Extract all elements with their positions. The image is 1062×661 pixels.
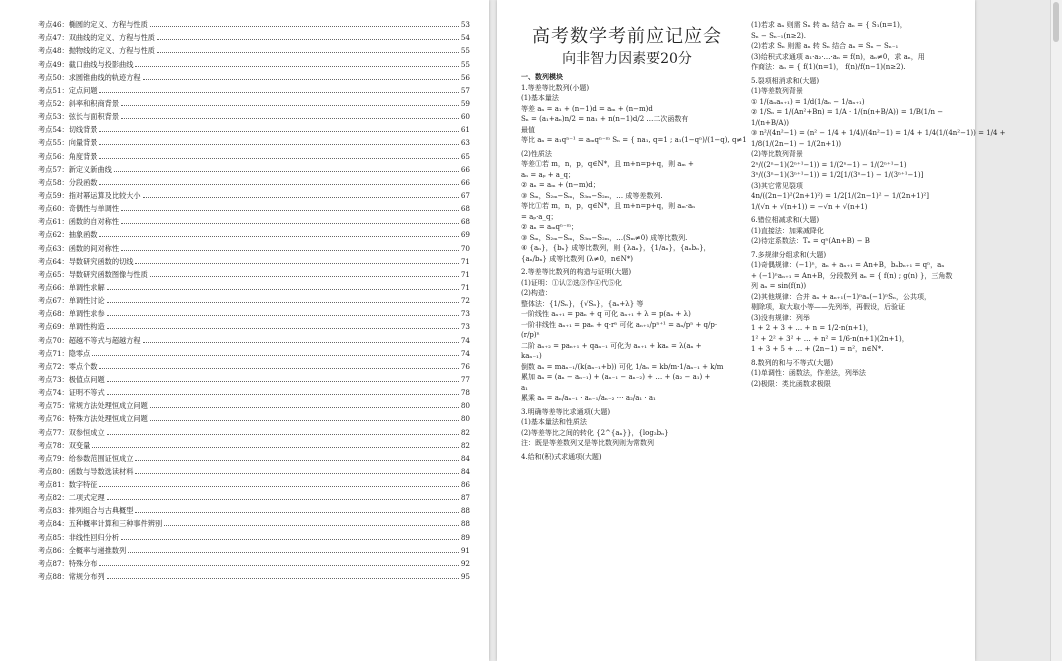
toc-leader-dots: [121, 250, 459, 251]
content-line: 1/(n+B/A)): [751, 118, 789, 127]
content-line: 4n/((2n−1)²(2n+1)²) = 1/2[1/(2n−1)² − 1/(2n+1)²]: [751, 192, 929, 200]
toc-entry-title: 考点64：导数研究函数的切线: [38, 256, 134, 266]
content-line: 3.明确等差等比求通项(大题): [521, 407, 611, 416]
content-line: (1)单调性：函数法，作差法，列举法: [751, 369, 866, 377]
toc-entry-title: 考点59：指对幂运算及比较大小: [38, 190, 141, 200]
toc-entry-title: 考点84：五种概率计算和三种事件辨别: [38, 519, 163, 529]
toc-entry-page-number: 88: [460, 519, 470, 529]
toc-entry[interactable]: [38, 320, 470, 333]
toc-entry-page-number: 56: [460, 72, 470, 82]
section-heading: 一、数列模块: [521, 72, 563, 81]
content-line: (1)等差数列背景: [751, 87, 803, 95]
toc-entry-title: 考点88：常规分布列: [38, 572, 105, 582]
toc-entry-page-number: 76: [460, 361, 470, 371]
toc-leader-dots: [107, 434, 459, 435]
toc-leader-dots: [107, 578, 459, 579]
toc-entry-title: 考点66：单调性求解: [38, 282, 105, 292]
content-line: 1² + 2² + 3² + … + n² = 1/6·n(n+1)(2n+1)，: [751, 334, 909, 343]
content-line: 等差 aₙ = a₁ + (n−1)d = aₘ + (n−m)d: [521, 104, 653, 113]
toc-entry-page-number: 70: [460, 243, 470, 253]
toc-entry[interactable]: [38, 255, 470, 268]
toc-entry-title: 考点68：单调性求参: [38, 309, 105, 319]
toc-entry[interactable]: [38, 281, 470, 294]
toc-entry-page-number: 66: [460, 164, 470, 174]
page-subtitle: 向非智力因素要20分: [562, 51, 692, 67]
toc-entry[interactable]: [38, 504, 470, 517]
content-line: 等比①若 m，n，p，q∈N*，且 m+n=p+q，则 aₘ·aₙ: [521, 202, 696, 210]
toc-entry-page-number: 71: [460, 269, 470, 279]
content-line: ① 1/(aₙaₙ₊₁) = 1/d(1/aₙ − 1/aₙ₊₁): [751, 97, 865, 106]
content-line: ③ Sₘ，S₂ₘ−Sₘ，S₃ₘ−S₂ₘ，…(Sₘ≠0) 成等比数列.: [521, 233, 688, 242]
toc-leader-dots: [121, 210, 459, 211]
toc-entry[interactable]: [38, 360, 470, 373]
content-line: 1.等差等比数列(小题): [521, 83, 590, 92]
toc-leader-dots: [143, 197, 459, 198]
toc-entry-title: 考点67：单调性讨论: [38, 296, 105, 306]
toc-leader-dots: [99, 184, 458, 185]
table-of-contents: [38, 18, 470, 583]
toc-leader-dots: [99, 236, 458, 237]
toc-entry-page-number: 71: [460, 256, 470, 266]
toc-entry-title: 考点69：单调性构造: [38, 322, 105, 332]
content-line: (1)证明：①认②选③作④代⑤化: [521, 278, 622, 287]
page-title: 高考数学考前应记应会: [532, 26, 722, 47]
toc-entry-title: 考点76：特殊方法处理恒成立问题: [38, 414, 148, 424]
content-line: + (−1)ⁿaₙ₊₁ = An+B，分段数列 aₙ = { f(n) ; g(n) }，三角数: [751, 271, 953, 280]
toc-entry[interactable]: [38, 491, 470, 504]
toc-leader-dots: [150, 276, 459, 277]
content-line: ② aₙ = aₘ + (n−m)d；: [521, 181, 600, 189]
toc-leader-dots: [107, 499, 459, 500]
toc-entry[interactable]: [38, 57, 470, 70]
content-line: ② 1/Sₙ = 1/(An²+Bn) = 1/A · 1/(n(n+B/A)) = 1/B(1/n −: [751, 108, 944, 116]
toc-entry[interactable]: [38, 31, 470, 44]
toc-entry-page-number: 82: [460, 427, 470, 437]
toc-entry-page-number: 91: [460, 545, 470, 555]
content-line: ④ {aₙ}，{bₙ} 成等比数列，则 {λaₙ}，{1/aₙ}，{aₙbₙ}，: [521, 244, 711, 252]
toc-entry-title: 考点61：函数的自对称性: [38, 217, 120, 227]
toc-entry[interactable]: [38, 189, 470, 202]
toc-entry[interactable]: [38, 570, 470, 583]
toc-entry-title: 考点85：非线性回归分析: [38, 532, 120, 542]
toc-entry[interactable]: [38, 544, 470, 557]
toc-entry-title: 考点81：数字特征: [38, 480, 98, 490]
toc-leader-dots: [135, 473, 458, 474]
content-line: 2.等差等比数列的构造与证明(大题): [521, 268, 632, 276]
toc-leader-dots: [107, 381, 459, 382]
content-line: (2)构造：: [521, 289, 552, 297]
toc-entry[interactable]: [38, 110, 470, 123]
scrollbar-thumb[interactable]: [1053, 2, 1059, 42]
toc-entry-title: 考点74：证明不等式: [38, 388, 105, 398]
toc-entry-page-number: 65: [460, 151, 470, 161]
toc-entry-title: 考点62：抽象函数: [38, 230, 98, 240]
toc-leader-dots: [121, 118, 459, 119]
content-line: 最值: [521, 125, 535, 134]
toc-leader-dots: [99, 92, 458, 93]
content-line: (2)极限：类比函数求极限: [751, 379, 831, 388]
content-line: 作商法：aₙ = { f(1)(n=1)， f(n)/f(n−1)(n≥2).: [751, 63, 906, 71]
toc-entry-page-number: 59: [460, 98, 470, 108]
toc-entry[interactable]: [38, 294, 470, 307]
toc-entry-page-number: 60: [460, 112, 470, 122]
toc-leader-dots: [157, 39, 459, 40]
toc-entry[interactable]: [38, 18, 470, 31]
toc-entry-title: 考点55：向量背景: [38, 138, 98, 148]
toc-entry-page-number: 71: [460, 282, 470, 292]
toc-entry-page-number: 63: [460, 138, 470, 148]
toc-entry-page-number: 57: [460, 85, 470, 95]
toc-leader-dots: [121, 223, 459, 224]
toc-entry-title: 考点71：隐零点: [38, 348, 91, 358]
toc-entry-page-number: 95: [460, 572, 470, 582]
content-line: 累乘 aₙ = aₙ/aₙ₋₁ · aₙ₋₁/aₙ₋₂ ⋯ a₂/a₁ · a₁: [521, 394, 656, 402]
content-line: (2)等差等比之间的转化 {2^{aₙ}}，{log₂bₙ}: [521, 428, 669, 437]
content-line: ② aₙ = aₘqⁿ⁻ᵐ；: [521, 223, 578, 231]
toc-entry[interactable]: [38, 307, 470, 320]
toc-leader-dots: [135, 66, 458, 67]
vertical-scrollbar[interactable]: [1050, 0, 1062, 661]
toc-entry[interactable]: [38, 71, 470, 84]
toc-leader-dots: [157, 52, 459, 53]
content-line: 二阶 aₙ₊₂ = paₙ₊₁ + qaₙ₋₁ 可化为 aₙ₊₁ + kaₙ = λ(aₙ +: [521, 341, 702, 350]
toc-leader-dots: [150, 420, 459, 421]
content-line: Sₙ = (a₁+aₙ)n/2 = na₁ + n(n−1)d/2 …二次函数有: [521, 115, 689, 123]
toc-entry-title: 考点47：双曲线的定义、方程与性质: [38, 33, 155, 43]
toc-entry-title: 考点75：常规方法处理恒成立问题: [38, 401, 148, 411]
toc-entry[interactable]: [38, 439, 470, 452]
toc-entry-page-number: 84: [460, 466, 470, 476]
toc-entry-title: 考点49：截口曲线与投影曲线: [38, 59, 134, 69]
toc-entry-title: 考点51：定点问题: [38, 85, 98, 95]
toc-entry[interactable]: [38, 373, 470, 386]
toc-entry[interactable]: [38, 399, 470, 412]
content-column-right: [751, 20, 1006, 389]
content-line: = aₚ·a_q；: [521, 212, 558, 221]
content-line: ③ n²/(4n²−1) = (n² − 1/4 + 1/4)/(4n²−1) = 1/4 + 1/4(1/(4n²−1)) = 1/4 +: [751, 129, 1006, 137]
toc-entry[interactable]: [38, 333, 470, 346]
toc-leader-dots: [99, 486, 458, 487]
content-line: 一阶非线性 aₙ₊₁ = paₙ + q·rⁿ 可化 aₙ₊₁/pⁿ⁺¹ = aₙ/pⁿ + q/p·: [521, 320, 718, 329]
toc-entry-title: 考点70：超越不等式与超越方程: [38, 335, 141, 345]
toc-entry[interactable]: [38, 136, 470, 149]
toc-leader-dots: [99, 368, 458, 369]
toc-leader-dots: [150, 26, 459, 27]
toc-entry-title: 考点57：新定义新曲线: [38, 164, 112, 174]
toc-leader-dots: [150, 407, 459, 408]
toc-entry-page-number: 67: [460, 190, 470, 200]
content-line: 7.多规律分组求和(大题): [751, 250, 827, 259]
toc-entry-page-number: 82: [460, 440, 470, 450]
content-line: (1)直接法：加乘减降化: [751, 226, 824, 235]
toc-entry-title: 考点82：二项式定理: [38, 493, 105, 503]
content-line: 列 aₙ = sin(f(n)): [751, 282, 807, 290]
toc-entry-title: 考点50：求圆锥曲线的轨迹方程: [38, 72, 141, 82]
toc-entry[interactable]: [38, 215, 470, 228]
content-line: 3ⁿ/((3ⁿ−1)(3ⁿ⁺¹−1)) = 1/2[1/(3ⁿ−1) − 1/(3ⁿ⁺¹−1)]: [751, 171, 924, 179]
toc-entry-page-number: 89: [460, 532, 470, 542]
toc-entry-page-number: 55: [460, 59, 470, 69]
toc-leader-dots: [107, 302, 459, 303]
content-line: 一阶线性 aₙ₊₁ = paₙ + q 可化 aₙ₊₁ + λ = p(aₙ + λ): [521, 310, 691, 318]
toc-entry-title: 考点48：抛物线的定义、方程与性质: [38, 46, 155, 56]
content-line: 1 + 3 + 5 + … + (2n−1) = n²，n∈N*.: [751, 345, 884, 353]
content-line: 整体法：{1/Sₙ}，{√Sₙ}，{aₙ+λ} 等: [521, 299, 644, 308]
toc-entry[interactable]: [38, 347, 470, 360]
toc-leader-dots: [92, 447, 459, 448]
toc-leader-dots: [135, 263, 458, 264]
toc-entry-title: 考点60：奇偶性与单调性: [38, 204, 120, 214]
content-line: ③ Sₘ，S₂ₘ−Sₘ，S₃ₘ−S₂ₘ，… 成等差数列.: [521, 191, 663, 200]
content-line: 注：既是等差数列又是等比数列则为常数列: [521, 439, 654, 447]
toc-entry[interactable]: [38, 241, 470, 254]
toc-leader-dots: [99, 565, 458, 566]
toc-entry-title: 考点58：分段函数: [38, 177, 98, 187]
toc-leader-dots: [99, 131, 458, 132]
toc-entry-page-number: 61: [460, 125, 470, 135]
toc-leader-dots: [114, 171, 459, 172]
toc-entry-title: 考点53：弦长与面积背景: [38, 112, 120, 122]
toc-leader-dots: [92, 355, 459, 356]
content-line: 5.裂项相消求和(大题): [751, 76, 820, 85]
toc-entry-title: 考点77：双参恒成立: [38, 427, 105, 437]
toc-entry[interactable]: [38, 452, 470, 465]
content-line: 累加 aₙ = (aₙ − aₙ₋₁) + (aₙ₋₁ − aₙ₋₂) + … + (a₂ − a₁) +: [521, 373, 711, 381]
toc-entry-title: 考点46：椭圆的定义、方程与性质: [38, 20, 148, 30]
toc-leader-dots: [143, 79, 459, 80]
content-line: 6.错位相减求和(大题): [751, 216, 820, 224]
toc-entry-page-number: 68: [460, 217, 470, 227]
toc-entry[interactable]: [38, 44, 470, 57]
toc-entry-title: 考点72：零点个数: [38, 361, 98, 371]
toc-leader-dots: [143, 342, 459, 343]
toc-entry-page-number: 73: [460, 309, 470, 319]
toc-leader-dots: [99, 144, 458, 145]
toc-entry[interactable]: [38, 84, 470, 97]
toc-entry-page-number: 87: [460, 493, 470, 503]
toc-entry-page-number: 86: [460, 480, 470, 490]
content-line: (1)若求 aₙ 则需 Sₙ 转 aₙ 结合 aₙ = { S₁(n=1)，: [751, 21, 907, 29]
toc-entry-title: 考点52：斜率和积商背景: [38, 98, 120, 108]
content-line: 4.给和(积)式求通项(大题): [521, 452, 602, 461]
toc-entry[interactable]: [38, 412, 470, 425]
content-line: (r/p)ⁿ: [521, 331, 540, 339]
content-line: 剔除项，取大取小等——先列举，再假设，后验证: [751, 303, 905, 311]
toc-entry-title: 考点63：函数的间对称性: [38, 243, 120, 253]
toc-leader-dots: [121, 105, 459, 106]
content-line: 倒数 aₙ = maₙ₋₁/(k(aₙ₋₁+b)) 可化 1/aₙ = kb/m·1/aₙ₋₁ + k/m: [521, 362, 724, 371]
content-line: (3)给积式求通项 a₁·a₂·…·aₙ = f(n)，aₙ≠0，求 aₙ，用: [751, 52, 925, 61]
toc-entry-title: 考点65：导数研究函数图像与性质: [38, 269, 148, 279]
content-line: 1/(√n + √(n+1)) = −√n + √(n+1): [751, 202, 868, 211]
toc-entry[interactable]: [38, 425, 470, 438]
content-line: (2)性质法: [521, 149, 552, 158]
toc-entry-page-number: 80: [460, 401, 470, 411]
toc-entry-page-number: 54: [460, 33, 470, 43]
toc-leader-dots: [128, 552, 459, 553]
content-line: (1)基本量法: [521, 94, 559, 102]
toc-entry-title: 考点79：给参数范围证恒成立: [38, 453, 134, 463]
toc-entry-page-number: 92: [460, 558, 470, 568]
content-line: 8.数列的和与不等式(大题): [751, 358, 834, 367]
content-line: (1)奇偶规律：(−1)ⁿ，aₙ + aₙ₊₁ = An+B，bₙbₙ₊₁ = qⁿ，aₙ: [751, 261, 945, 269]
content-line: (2)待定系数法：Tₙ = qⁿ(An+B) − B: [751, 237, 870, 245]
toc-entry-title: 考点83：排列组合与古典概型: [38, 506, 134, 516]
toc-leader-dots: [107, 315, 459, 316]
content-line: 1/8(1/(2n−1) − 1/(2n+1)): [751, 139, 842, 148]
toc-entry[interactable]: [38, 386, 470, 399]
toc-entry-title: 考点86：全概率与递推数列: [38, 545, 127, 555]
toc-entry-title: 考点56：角度背景: [38, 151, 98, 161]
toc-leader-dots: [107, 328, 459, 329]
toc-entry-page-number: 78: [460, 388, 470, 398]
toc-entry[interactable]: [38, 530, 470, 543]
toc-entry-title: 考点80：函数与导数选读材料: [38, 466, 134, 476]
toc-leader-dots: [99, 158, 458, 159]
toc-entry[interactable]: [38, 149, 470, 162]
content-line: (2)其他规律：合并 aₙ + aₙ₊₁(−1)ⁿaₙ(−1)ⁿSₙ，公共项，: [751, 292, 932, 301]
content-line: {aₙ/bₙ} 成等比数列 (λ≠0，n∈N*): [521, 254, 633, 263]
toc-entry-title: 考点78：双变量: [38, 440, 91, 450]
toc-entry-page-number: 84: [460, 453, 470, 463]
toc-entry[interactable]: [38, 478, 470, 491]
toc-entry[interactable]: [38, 557, 470, 570]
toc-entry[interactable]: [38, 268, 470, 281]
toc-entry-page-number: 66: [460, 177, 470, 187]
toc-entry-title: 考点73：极值点问题: [38, 374, 105, 384]
content-line: (2)等比数列背景: [751, 150, 803, 158]
toc-entry-page-number: 88: [460, 506, 470, 516]
content-line: a₁: [521, 383, 528, 392]
content-line: (1)基本量法和性质法: [521, 418, 587, 426]
toc-entry-page-number: 53: [460, 20, 470, 30]
content-line: 等差①若 m，n，p，q∈N*，且 m+n=p+q，则 aₘ +: [521, 160, 694, 168]
toc-leader-dots: [107, 289, 459, 290]
content-line: (3)其它常见裂项: [751, 181, 803, 190]
toc-entry-page-number: 80: [460, 414, 470, 424]
content-line: aₙ = aₚ + a_q；: [521, 170, 575, 179]
toc-entry[interactable]: [38, 123, 470, 136]
toc-entry-title: 考点54：切线背景: [38, 125, 98, 135]
toc-entry[interactable]: [38, 176, 470, 189]
content-line: kaₙ₋₁): [521, 352, 542, 360]
toc-leader-dots: [135, 460, 458, 461]
toc-leader-dots: [107, 394, 459, 395]
content-line: Sₙ − Sₙ₋₁(n≥2).: [751, 31, 806, 40]
content-line: 2ⁿ/((2ⁿ−1)(2ⁿ⁺¹−1)) = 1/(2ⁿ−1) − 1/(2ⁿ⁺¹−1): [751, 160, 907, 169]
toc-leader-dots: [164, 525, 459, 526]
toc-entry[interactable]: [38, 97, 470, 110]
content-page: [497, 0, 1006, 661]
toc-entry-page-number: 69: [460, 230, 470, 240]
toc-entry-page-number: 74: [460, 335, 470, 345]
toc-entry[interactable]: [38, 163, 470, 176]
content-line: (3)没有规律：列举: [751, 313, 810, 322]
toc-leader-dots: [135, 512, 458, 513]
content-line: (2)若求 Sₙ 则需 aₙ 转 Sₙ 结合 aₙ = Sₙ − Sₙ₋₁: [751, 42, 899, 50]
toc-page: [0, 0, 489, 661]
toc-entry-page-number: 73: [460, 322, 470, 332]
toc-entry-page-number: 77: [460, 374, 470, 384]
content-column-left: [521, 72, 747, 462]
content-line: 等比 aₙ = a₁qⁿ⁻¹ = aₘqⁿ⁻ᵐ Sₙ = { na₁, q=1 ; a₁(1−qⁿ)/(1−q), q≠1: [521, 136, 747, 144]
toc-entry-page-number: 55: [460, 46, 470, 56]
toc-entry-page-number: 74: [460, 348, 470, 358]
content-line: 1 + 2 + 3 + … + n = 1/2·n(n+1)，: [751, 324, 873, 332]
toc-entry[interactable]: [38, 202, 470, 215]
toc-entry-page-number: 68: [460, 204, 470, 214]
toc-entry[interactable]: [38, 517, 470, 530]
toc-entry[interactable]: [38, 465, 470, 478]
toc-entry[interactable]: [38, 228, 470, 241]
toc-entry-page-number: 72: [460, 296, 470, 306]
toc-entry-title: 考点87：特殊分布: [38, 558, 98, 568]
toc-leader-dots: [121, 539, 459, 540]
